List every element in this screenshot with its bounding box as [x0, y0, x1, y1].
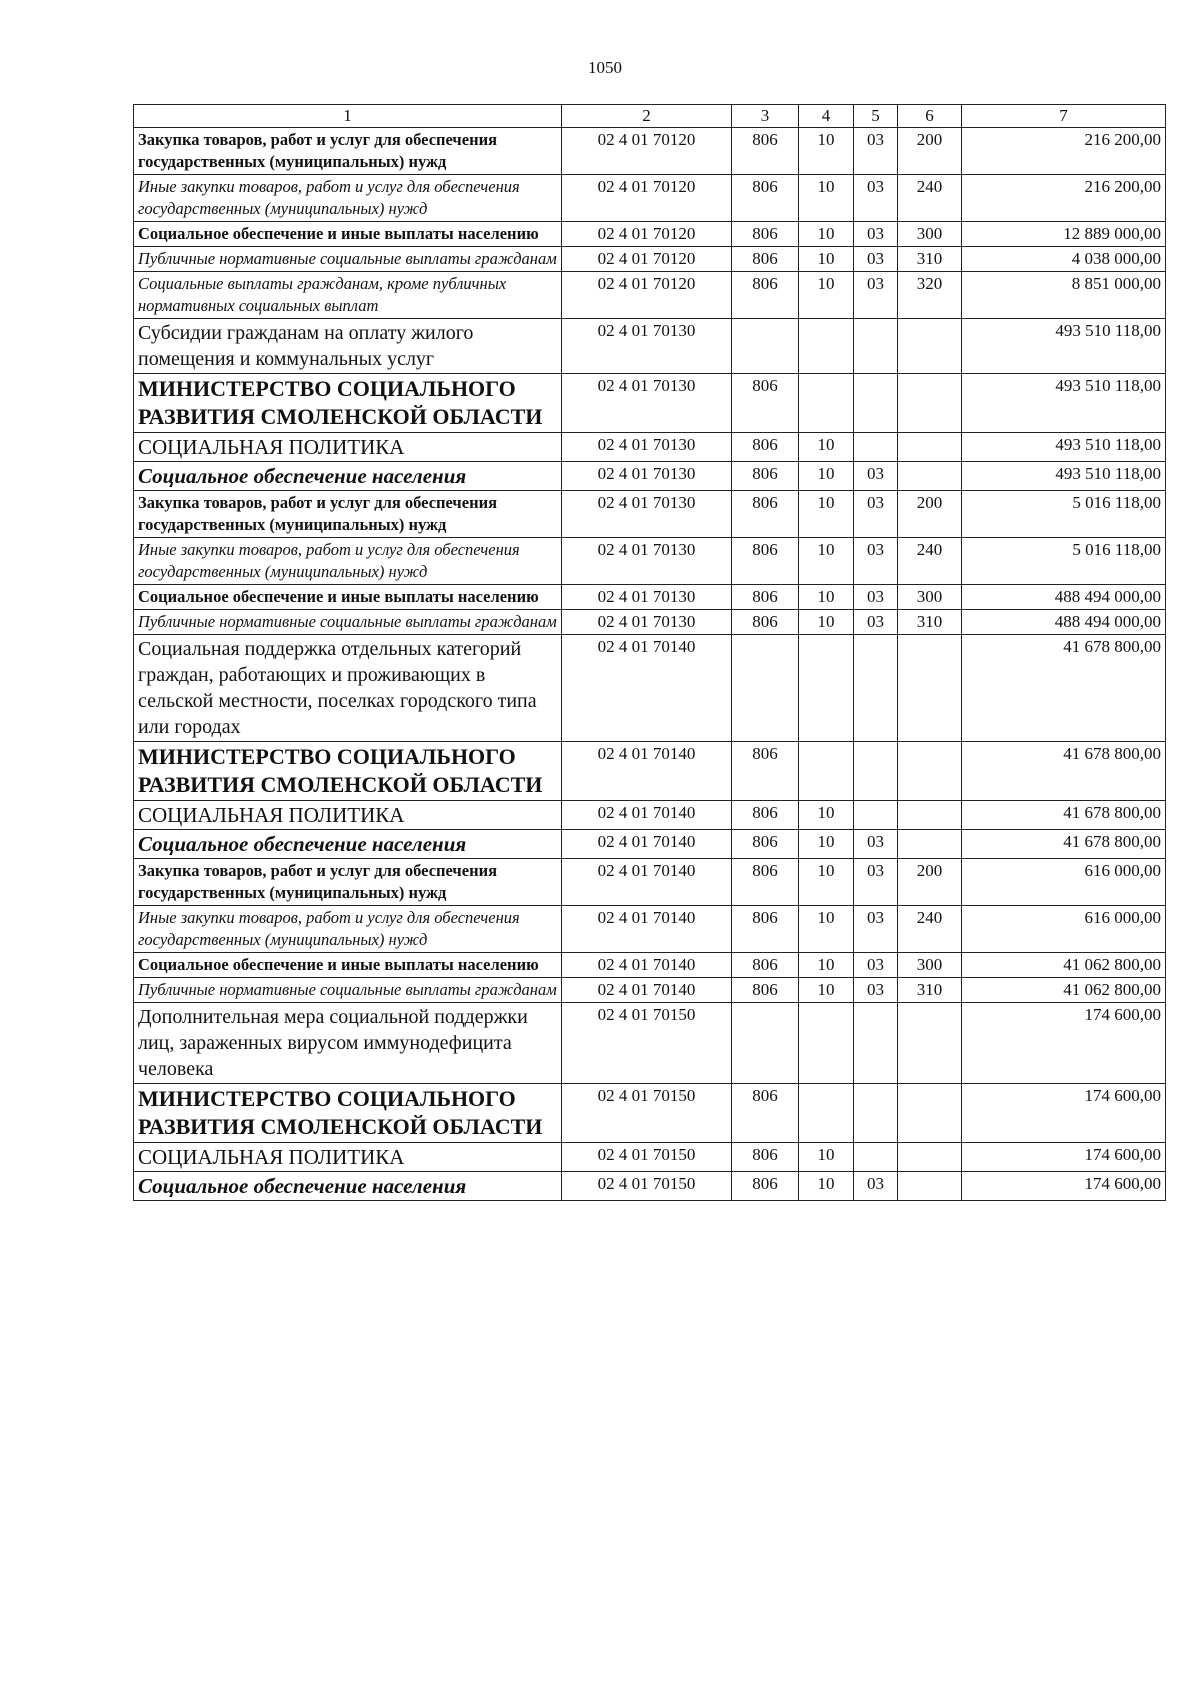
row-subsection-code	[854, 1143, 898, 1172]
row-section-code	[799, 1084, 854, 1143]
table-row	[134, 319, 1166, 374]
row-section-code: 10	[799, 801, 854, 830]
table-row	[134, 742, 1166, 801]
row-subsection-code: 03	[854, 175, 898, 222]
row-name: СОЦИАЛЬНАЯ ПОЛИТИКА	[134, 801, 562, 830]
row-department-code: 806	[732, 742, 799, 801]
row-name: Субсидии гражданам на оплату жилого помещения и коммунальных услуг	[134, 319, 562, 374]
row-expense-type-code	[898, 374, 962, 433]
row-section-code	[799, 742, 854, 801]
row-subsection-code: 03	[854, 491, 898, 538]
row-subsection-code: 03	[854, 610, 898, 635]
row-department-code: 806	[732, 1172, 799, 1201]
row-name: Публичные нормативные социальные выплаты гражданам	[134, 610, 562, 635]
row-subsection-code	[854, 319, 898, 374]
row-expense-type-code	[898, 433, 962, 462]
row-name: Дополнительная мера социальной поддержки лиц, зараженных вирусом иммунодефицита человека	[134, 1003, 562, 1084]
row-name: СОЦИАЛЬНАЯ ПОЛИТИКА	[134, 1143, 562, 1172]
row-amount: 616 000,00	[962, 906, 1166, 953]
row-section-code	[799, 319, 854, 374]
table-row	[134, 128, 1166, 175]
row-target-code: 02 4 01 70140	[562, 859, 732, 906]
row-expense-type-code	[898, 635, 962, 742]
row-subsection-code: 03	[854, 953, 898, 978]
row-subsection-code: 03	[854, 830, 898, 859]
row-name: Социальное обеспечение и иные выплаты населению	[134, 585, 562, 610]
table-row	[134, 610, 1166, 635]
row-target-code: 02 4 01 70140	[562, 906, 732, 953]
row-section-code: 10	[799, 859, 854, 906]
row-target-code: 02 4 01 70140	[562, 830, 732, 859]
row-expense-type-code	[898, 1003, 962, 1084]
table-row	[134, 462, 1166, 491]
row-section-code: 10	[799, 1143, 854, 1172]
row-name: Публичные нормативные социальные выплаты гражданам	[134, 247, 562, 272]
row-subsection-code: 03	[854, 538, 898, 585]
row-subsection-code	[854, 1084, 898, 1143]
row-target-code: 02 4 01 70140	[562, 953, 732, 978]
table-row	[134, 538, 1166, 585]
row-section-code: 10	[799, 491, 854, 538]
row-section-code: 10	[799, 830, 854, 859]
row-amount: 41 062 800,00	[962, 953, 1166, 978]
row-department-code: 806	[732, 830, 799, 859]
row-amount: 174 600,00	[962, 1084, 1166, 1143]
table-row	[134, 801, 1166, 830]
row-name: МИНИСТЕРСТВО СОЦИАЛЬНОГО РАЗВИТИЯ СМОЛЕНСКОЙ ОБЛАСТИ	[134, 1084, 562, 1143]
row-amount: 12 889 000,00	[962, 222, 1166, 247]
row-target-code: 02 4 01 70150	[562, 1172, 732, 1201]
row-target-code: 02 4 01 70150	[562, 1143, 732, 1172]
row-amount: 41 678 800,00	[962, 742, 1166, 801]
row-section-code: 10	[799, 610, 854, 635]
row-section-code: 10	[799, 585, 854, 610]
row-name: Иные закупки товаров, работ и услуг для обеспечения государственных (муниципальных) нужд	[134, 175, 562, 222]
table-body	[134, 128, 1166, 1201]
row-section-code: 10	[799, 462, 854, 491]
row-department-code: 806	[732, 906, 799, 953]
row-expense-type-code	[898, 742, 962, 801]
row-amount: 616 000,00	[962, 859, 1166, 906]
row-subsection-code: 03	[854, 859, 898, 906]
row-amount: 216 200,00	[962, 128, 1166, 175]
row-amount: 493 510 118,00	[962, 374, 1166, 433]
row-expense-type-code: 300	[898, 585, 962, 610]
row-expense-type-code: 310	[898, 247, 962, 272]
table-row	[134, 978, 1166, 1003]
row-amount: 5 016 118,00	[962, 538, 1166, 585]
row-department-code: 806	[732, 491, 799, 538]
row-section-code: 10	[799, 222, 854, 247]
row-target-code: 02 4 01 70120	[562, 222, 732, 247]
row-expense-type-code: 240	[898, 175, 962, 222]
column-header-3: 3	[732, 105, 799, 128]
row-name: Социальное обеспечение населения	[134, 830, 562, 859]
row-expense-type-code: 200	[898, 128, 962, 175]
row-subsection-code: 03	[854, 585, 898, 610]
table-row	[134, 491, 1166, 538]
row-subsection-code	[854, 433, 898, 462]
row-name: СОЦИАЛЬНАЯ ПОЛИТИКА	[134, 433, 562, 462]
row-section-code: 10	[799, 538, 854, 585]
table-row	[134, 1003, 1166, 1084]
row-expense-type-code: 310	[898, 978, 962, 1003]
row-section-code: 10	[799, 433, 854, 462]
row-expense-type-code: 240	[898, 906, 962, 953]
row-name: МИНИСТЕРСТВО СОЦИАЛЬНОГО РАЗВИТИЯ СМОЛЕНСКОЙ ОБЛАСТИ	[134, 742, 562, 801]
row-amount: 493 510 118,00	[962, 433, 1166, 462]
table-row	[134, 247, 1166, 272]
row-expense-type-code: 240	[898, 538, 962, 585]
table-header	[134, 105, 1166, 128]
row-target-code: 02 4 01 70130	[562, 462, 732, 491]
row-department-code: 806	[732, 247, 799, 272]
row-expense-type-code	[898, 1172, 962, 1201]
row-subsection-code	[854, 801, 898, 830]
table-row	[134, 830, 1166, 859]
row-department-code: 806	[732, 175, 799, 222]
row-name: Социальное обеспечение и иные выплаты населению	[134, 222, 562, 247]
row-target-code: 02 4 01 70130	[562, 433, 732, 462]
row-section-code: 10	[799, 175, 854, 222]
row-target-code: 02 4 01 70120	[562, 175, 732, 222]
row-department-code: 806	[732, 585, 799, 610]
row-amount: 4 038 000,00	[962, 247, 1166, 272]
row-target-code: 02 4 01 70120	[562, 128, 732, 175]
row-section-code: 10	[799, 953, 854, 978]
row-expense-type-code: 300	[898, 953, 962, 978]
row-department-code	[732, 319, 799, 374]
row-section-code: 10	[799, 978, 854, 1003]
row-target-code: 02 4 01 70130	[562, 585, 732, 610]
row-department-code	[732, 635, 799, 742]
row-amount: 174 600,00	[962, 1143, 1166, 1172]
column-header-5: 5	[854, 105, 898, 128]
page-number: 1050	[588, 58, 622, 77]
row-department-code: 806	[732, 462, 799, 491]
row-subsection-code: 03	[854, 462, 898, 491]
row-subsection-code: 03	[854, 1172, 898, 1201]
row-department-code: 806	[732, 222, 799, 247]
row-subsection-code	[854, 635, 898, 742]
row-target-code: 02 4 01 70120	[562, 272, 732, 319]
row-subsection-code	[854, 374, 898, 433]
row-name: Социальное обеспечение населения	[134, 1172, 562, 1201]
row-section-code	[799, 374, 854, 433]
table-row	[134, 222, 1166, 247]
row-amount: 216 200,00	[962, 175, 1166, 222]
row-expense-type-code	[898, 1143, 962, 1172]
table-row	[134, 1084, 1166, 1143]
row-target-code: 02 4 01 70140	[562, 635, 732, 742]
row-section-code: 10	[799, 1172, 854, 1201]
row-amount: 41 678 800,00	[962, 830, 1166, 859]
table-row	[134, 906, 1166, 953]
table-row	[134, 175, 1166, 222]
column-header-4: 4	[799, 105, 854, 128]
row-amount: 5 016 118,00	[962, 491, 1166, 538]
row-subsection-code: 03	[854, 978, 898, 1003]
row-target-code: 02 4 01 70140	[562, 978, 732, 1003]
row-amount: 488 494 000,00	[962, 610, 1166, 635]
table-row	[134, 1143, 1166, 1172]
row-subsection-code: 03	[854, 247, 898, 272]
row-amount: 174 600,00	[962, 1003, 1166, 1084]
row-target-code: 02 4 01 70130	[562, 374, 732, 433]
row-expense-type-code: 300	[898, 222, 962, 247]
budget-table	[133, 104, 1166, 1201]
row-expense-type-code: 200	[898, 491, 962, 538]
table-row	[134, 1172, 1166, 1201]
row-name: Публичные нормативные социальные выплаты гражданам	[134, 978, 562, 1003]
row-name: Социальные выплаты гражданам, кроме публичных нормативных социальных выплат	[134, 272, 562, 319]
row-department-code: 806	[732, 433, 799, 462]
row-department-code: 806	[732, 859, 799, 906]
row-department-code: 806	[732, 610, 799, 635]
row-expense-type-code	[898, 462, 962, 491]
row-name: Закупка товаров, работ и услуг для обеспечения государственных (муниципальных) нужд	[134, 491, 562, 538]
column-header-6: 6	[898, 105, 962, 128]
row-expense-type-code: 310	[898, 610, 962, 635]
table-row	[134, 585, 1166, 610]
row-department-code: 806	[732, 272, 799, 319]
row-name: Иные закупки товаров, работ и услуг для обеспечения государственных (муниципальных) нужд	[134, 538, 562, 585]
row-amount: 174 600,00	[962, 1172, 1166, 1201]
row-amount: 493 510 118,00	[962, 319, 1166, 374]
row-amount: 8 851 000,00	[962, 272, 1166, 319]
row-target-code: 02 4 01 70150	[562, 1084, 732, 1143]
row-target-code: 02 4 01 70150	[562, 1003, 732, 1084]
row-section-code: 10	[799, 247, 854, 272]
row-section-code	[799, 1003, 854, 1084]
row-name: Иные закупки товаров, работ и услуг для обеспечения государственных (муниципальных) нужд	[134, 906, 562, 953]
row-section-code: 10	[799, 272, 854, 319]
row-name: Социальное обеспечение и иные выплаты населению	[134, 953, 562, 978]
table-row	[134, 272, 1166, 319]
row-expense-type-code	[898, 801, 962, 830]
row-expense-type-code	[898, 319, 962, 374]
row-amount: 488 494 000,00	[962, 585, 1166, 610]
row-department-code: 806	[732, 128, 799, 175]
row-amount: 41 678 800,00	[962, 801, 1166, 830]
column-header-7: 7	[962, 105, 1166, 128]
table-row	[134, 433, 1166, 462]
row-subsection-code: 03	[854, 272, 898, 319]
row-amount: 41 678 800,00	[962, 635, 1166, 742]
row-name: МИНИСТЕРСТВО СОЦИАЛЬНОГО РАЗВИТИЯ СМОЛЕНСКОЙ ОБЛАСТИ	[134, 374, 562, 433]
row-expense-type-code	[898, 830, 962, 859]
table-row	[134, 953, 1166, 978]
header-row	[134, 105, 1166, 128]
row-expense-type-code: 320	[898, 272, 962, 319]
row-subsection-code: 03	[854, 222, 898, 247]
row-expense-type-code	[898, 1084, 962, 1143]
table-row	[134, 635, 1166, 742]
column-header-2: 2	[562, 105, 732, 128]
row-amount: 493 510 118,00	[962, 462, 1166, 491]
row-name: Закупка товаров, работ и услуг для обеспечения государственных (муниципальных) нужд	[134, 128, 562, 175]
row-target-code: 02 4 01 70120	[562, 247, 732, 272]
row-subsection-code: 03	[854, 906, 898, 953]
row-subsection-code: 03	[854, 128, 898, 175]
row-section-code: 10	[799, 906, 854, 953]
row-section-code: 10	[799, 128, 854, 175]
row-target-code: 02 4 01 70130	[562, 538, 732, 585]
table-row	[134, 374, 1166, 433]
row-department-code: 806	[732, 801, 799, 830]
row-target-code: 02 4 01 70130	[562, 610, 732, 635]
row-target-code: 02 4 01 70140	[562, 801, 732, 830]
row-name: Социальная поддержка отдельных категорий граждан, работающих и проживающих в сельской местности, поселках городского типа или городах	[134, 635, 562, 742]
row-department-code: 806	[732, 1084, 799, 1143]
row-subsection-code	[854, 742, 898, 801]
row-department-code: 806	[732, 1143, 799, 1172]
row-section-code	[799, 635, 854, 742]
row-department-code: 806	[732, 538, 799, 585]
row-expense-type-code: 200	[898, 859, 962, 906]
row-department-code: 806	[732, 953, 799, 978]
row-target-code: 02 4 01 70130	[562, 491, 732, 538]
row-target-code: 02 4 01 70130	[562, 319, 732, 374]
row-department-code: 806	[732, 978, 799, 1003]
table-row	[134, 859, 1166, 906]
row-target-code: 02 4 01 70140	[562, 742, 732, 801]
row-department-code	[732, 1003, 799, 1084]
row-amount: 41 062 800,00	[962, 978, 1166, 1003]
row-subsection-code	[854, 1003, 898, 1084]
row-department-code: 806	[732, 374, 799, 433]
row-name: Социальное обеспечение населения	[134, 462, 562, 491]
column-header-1: 1	[134, 105, 562, 128]
row-name: Закупка товаров, работ и услуг для обеспечения государственных (муниципальных) нужд	[134, 859, 562, 906]
